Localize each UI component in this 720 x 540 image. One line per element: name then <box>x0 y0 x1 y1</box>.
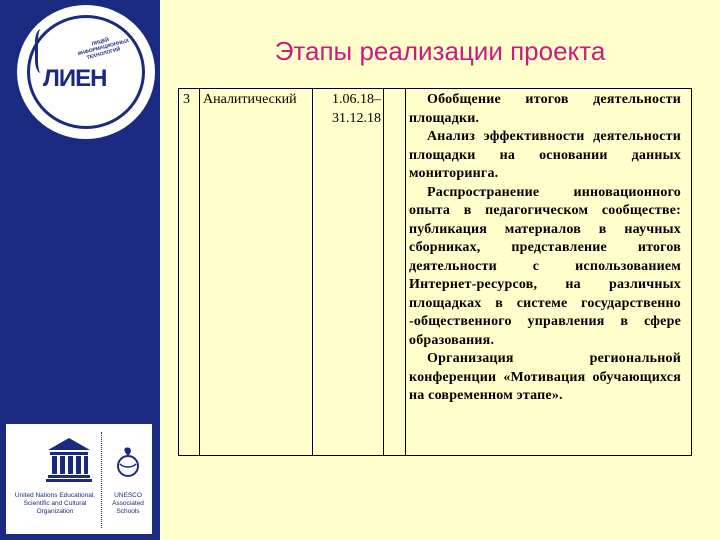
unesco-logo <box>6 424 152 534</box>
column-dates <box>312 89 384 455</box>
logo-subtext: ЛИЦЕЙ ИНФОРМАЦИОННЫХ ТЕХНОЛОГИЙ <box>77 37 130 62</box>
unesco-org-text: United Nations Educational, Scientific and Cultural Organization <box>14 492 96 515</box>
stage-description <box>409 91 681 406</box>
divider <box>101 432 102 528</box>
description-paragraph: Распространение инновационного опыта в педагогическом сообществе: публикация материалов в научных сборниках, представление итогов деятельности с использованием Интернет-ресурсов, на различных площадках в системе государственно -общественного управления в сфере образования. <box>409 184 681 348</box>
description-paragraph: Обобщение итогов деятельности площадки. <box>409 92 681 126</box>
column-stage <box>199 89 313 455</box>
stage-name: Аналитический <box>203 92 297 107</box>
sidebar <box>0 0 160 540</box>
column-gap <box>383 89 406 455</box>
column-number <box>179 89 200 455</box>
lien-logo <box>14 2 158 142</box>
logo-text: ЛИЕН <box>43 65 107 92</box>
stages-table <box>178 88 692 456</box>
globe-leaf-icon <box>114 446 142 480</box>
description-paragraph: Анализ эффективности деятельности площадки на основании данных мониторинга. <box>409 129 681 181</box>
unesco-temple-icon <box>46 436 92 482</box>
page-title: Этапы реализации проекта <box>274 36 606 66</box>
description-paragraph: Организация региональной конференции «Мотивация обучающихся на современном этапе». <box>409 351 681 403</box>
stage-number: 3 <box>183 92 190 107</box>
unesco-schools-text: UNESCO Associated Schools <box>112 492 144 515</box>
stage-dates: 1.06.18– 31.12.18 <box>332 92 381 126</box>
